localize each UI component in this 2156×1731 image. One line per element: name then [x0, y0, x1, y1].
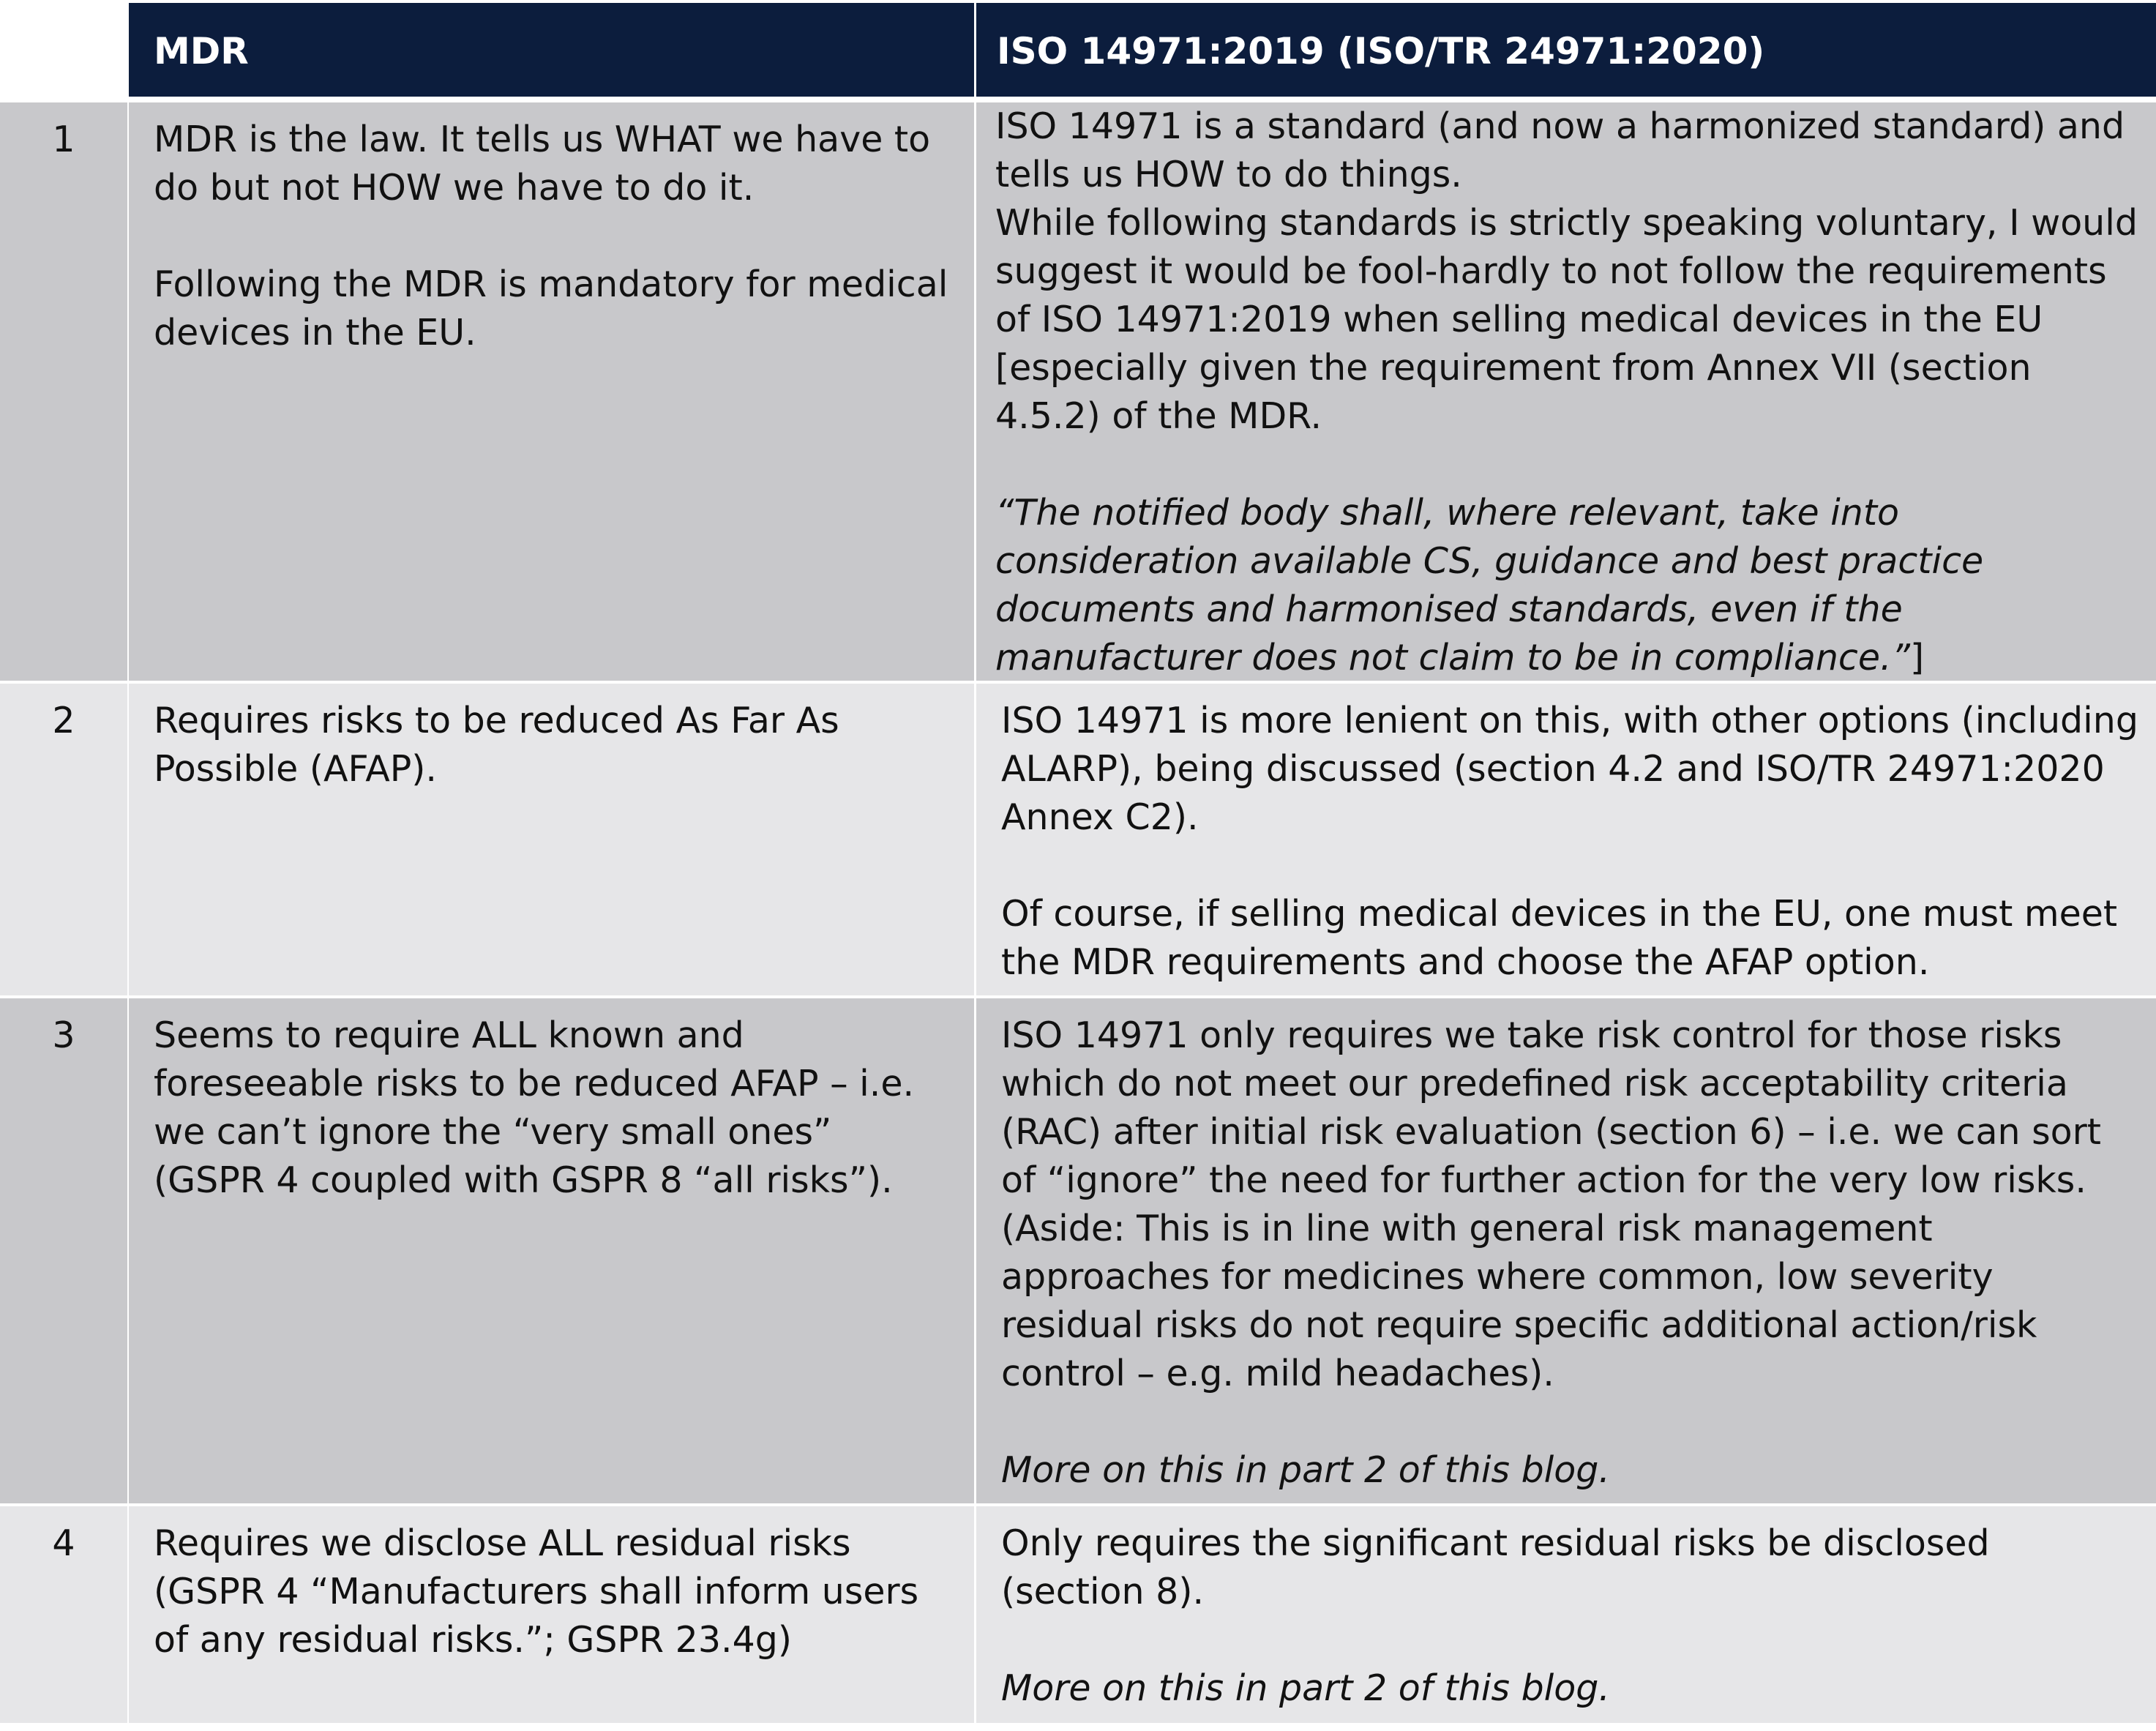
iso-text: ISO 14971 is more lenient on this, with other options (including ALARP), being discussed (section 4.2 and ISO/TR 24971:2020 Annex C2). [1001, 700, 2138, 838]
table-row [0, 998, 2156, 1503]
header-mdr: MDR [129, 3, 974, 97]
mdr-cell [129, 998, 974, 1503]
mdr-text: Requires we disclose ALL residual risks (GSPR 4 “Manufacturers shall inform users of any residual risks.”; GSPR 23.4g) [154, 1522, 919, 1661]
mdr-text: MDR is the law. It tells us WHAT we have to do but not HOW we have to do it. [154, 119, 931, 209]
iso-text: Of course, if selling medical devices in the EU, one must meet the MDR requirements and choose the AFAP option. [1001, 893, 2118, 983]
table-row [0, 1506, 2156, 1723]
iso-cell [976, 1506, 2156, 1723]
mdr-text: Following the MDR is mandatory for medical devices in the EU. [154, 263, 948, 354]
row-number: 3 [0, 998, 127, 1503]
iso-text: Only requires the significant residual risks be disclosed (section 8). [1001, 1522, 1990, 1612]
mdr-cell [129, 684, 974, 995]
iso-quote-end: ] [1909, 637, 1925, 678]
iso-note [1001, 1664, 2141, 1713]
mdr-text: Requires risks to be reduced As Far As Possible (AFAP). [154, 700, 839, 790]
mdr-cell [129, 102, 974, 681]
iso-note-text: More on this in part 2 of this blog. [1001, 1449, 1610, 1491]
iso-quote-text: “The notified body shall, where relevant, take into consideration available CS, guidance and best practice documents and harmonised standards, even if the manufacturer does not claim to be in compliance.” [995, 492, 1984, 678]
mdr-cell [129, 1506, 974, 1723]
iso-cell [976, 998, 2156, 1503]
iso-text: ISO 14971 is a standard (and now a harmonized standard) and tells us HOW to do things. [995, 105, 2125, 195]
iso-cell [976, 684, 2156, 995]
iso-quote [995, 489, 2141, 682]
mdr-text: Seems to require ALL known and foreseeable risks to be reduced AFAP – i.e. we can’t ignore the “very small ones” (GSPR 4 coupled with GSPR 8 “all risks”). [154, 1014, 915, 1201]
iso-note [1001, 1446, 2141, 1495]
iso-note-text: More on this in part 2 of this blog. [1001, 1667, 1610, 1709]
table-header [0, 3, 2156, 97]
iso-text: ISO 14971 only requires we take risk control for those risks which do not meet our predefined risk acceptability criteria (RAC) after initial risk evaluation (section 6) – i.e. we can sort of “ignore” the need for further action for the very low risks. (Aside: This is in line with general risk management approaches for medicines where common, low severity residual risks do not require specific additional action/risk control – e.g. mild headaches). [1001, 1014, 2101, 1394]
iso-cell [976, 102, 2156, 681]
row-number: 4 [0, 1506, 127, 1723]
row-number: 1 [0, 102, 127, 681]
table-row [0, 102, 2156, 681]
row-number: 2 [0, 684, 127, 995]
header-iso: ISO 14971:2019 (ISO/TR 24971:2020) [976, 3, 2156, 97]
table-row [0, 684, 2156, 995]
header-num-cell [0, 3, 127, 97]
iso-text: While following standards is strictly speaking voluntary, I would suggest it would be fool-hardly to not follow the requirements of ISO 14971:2019 when selling medical devices in the EU [especially given the requirement from Annex VII (section 4.5.2) of the MDR. [995, 202, 2138, 437]
